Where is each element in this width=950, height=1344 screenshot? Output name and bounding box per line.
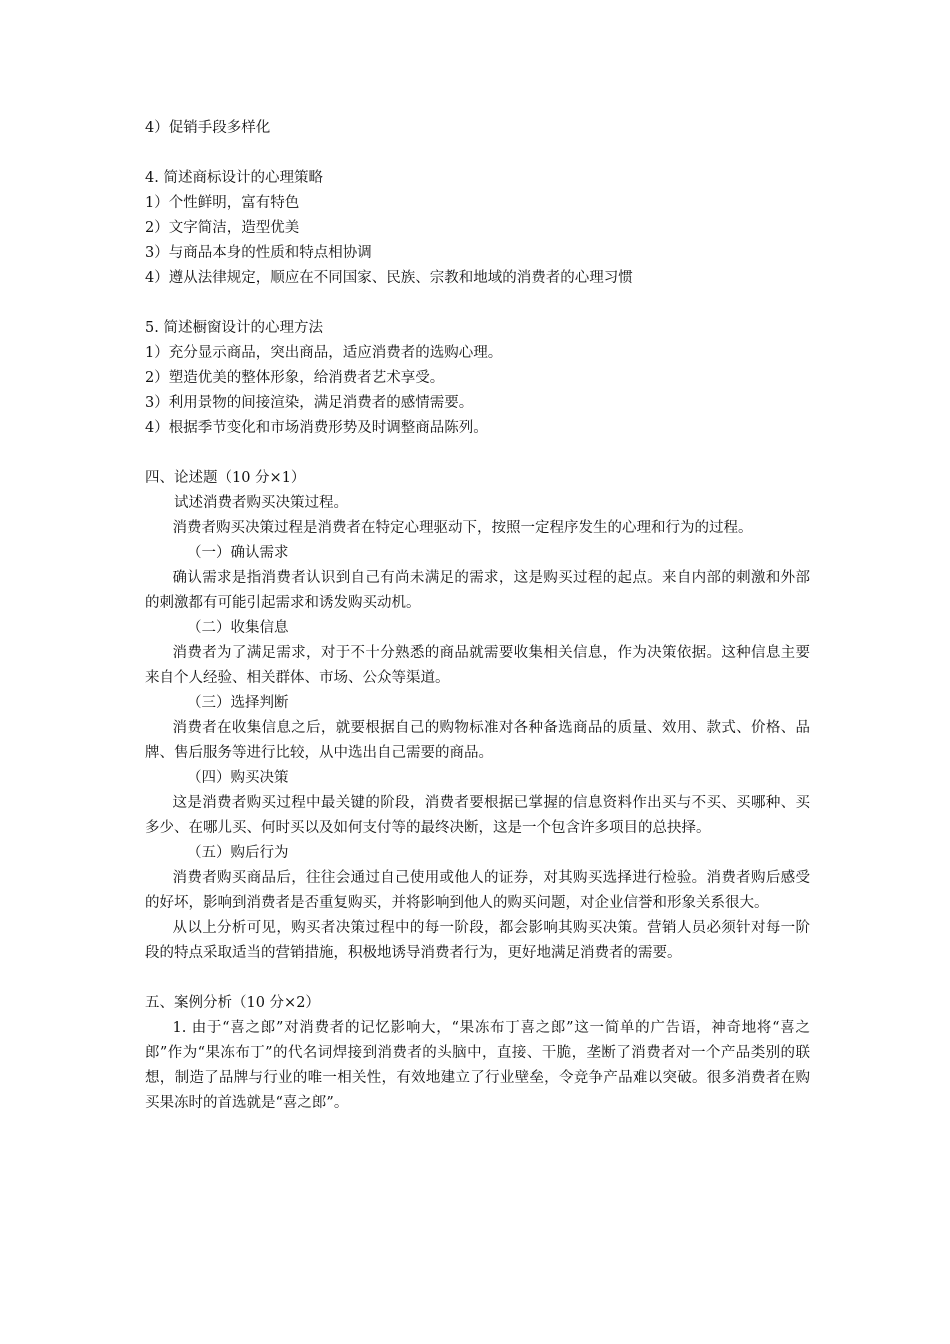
paragraph: 消费者购买决策过程是消费者在特定心理驱动下，按照一定程序发生的心理和行为的过程。 <box>172 520 753 536</box>
paragraph: 1. 由于“喜之郎”对消费者的记忆影响大，“果冻布丁喜之郎”这一简单的广告语，神奇地将“喜之郎”作为“果冻布丁”的代名词焊接到消费者的头脑中，直接、干脆，垄断了消费者对一个产品类别的联想，制造了品牌与行业的唯一相关性，有效地建立了行业壁垒，令竞争产品难以突破。很多消费者在购买果冻时的首选就是“喜之郎”。 <box>145 1020 810 1111</box>
list-item: 4）遵从法律规定，顺应在不同国家、民族、宗教和地域的消费者的心理习惯 <box>145 270 633 286</box>
question-title: 4. 简述商标设计的心理策略 <box>145 170 323 186</box>
paragraph: 确认需求是指消费者认识到自己有尚未满足的需求，这是购买过程的起点。来自内部的刺激和外部的刺激都有可能引起需求和诱发购买动机。 <box>145 570 810 611</box>
list-item: 4）促销手段多样化 <box>145 120 271 136</box>
list-item: 4）根据季节变化和市场消费形势及时调整商品陈列。 <box>145 420 488 436</box>
list-item: 3）与商品本身的性质和特点相协调 <box>145 245 372 261</box>
list-item: 2）文字简洁，造型优美 <box>145 220 300 236</box>
section-heading: 五、案例分析（10 分×2） <box>145 995 320 1011</box>
paragraph: 消费者为了满足需求，对于不十分熟悉的商品就需要收集相关信息，作为决策依据。这种信息主要来自个人经验、相关群体、市场、公众等渠道。 <box>145 645 810 686</box>
paragraph: 消费者购买商品后，往往会通过自己使用或他人的证券，对其购买选择进行检验。消费者购后感受的好坏，影响到消费者是否重复购买，并将影响到他人的购买问题，对企业信誉和形象关系很大。 <box>145 870 810 911</box>
step-title: （二）收集信息 <box>187 620 289 636</box>
step-title: （一）确认需求 <box>187 545 289 561</box>
blank-line <box>145 441 810 466</box>
question-title: 5. 简述橱窗设计的心理方法 <box>145 320 323 336</box>
list-item: 1）充分显示商品，突出商品，适应消费者的选购心理。 <box>145 345 503 361</box>
list-item: 3）利用景物的间接渲染，满足消费者的感情需要。 <box>145 395 474 411</box>
paragraph: 从以上分析可见，购买者决策过程中的每一阶段，都会影响其购买决策。营销人员必须针对每一阶段的特点采取适当的营销措施，积极地诱导消费者行为，更好地满足消费者的需要。 <box>145 920 810 961</box>
blank-line <box>145 291 810 316</box>
blank-line <box>145 141 810 166</box>
document-page <box>145 116 810 1116</box>
step-title: （五）购后行为 <box>187 845 289 861</box>
step-title: （三）选择判断 <box>187 695 289 711</box>
list-item: 2）塑造优美的整体形象，给消费者艺术享受。 <box>145 370 445 386</box>
step-title: （四）购买决策 <box>187 770 289 786</box>
blank-line <box>145 966 810 991</box>
section-heading: 四、论述题（10 分×1） <box>145 470 306 486</box>
essay-question: 试述消费者购买决策过程。 <box>174 495 348 511</box>
paragraph: 消费者在收集信息之后，就要根据自己的购物标准对各种备选商品的质量、效用、款式、价格、品牌、售后服务等进行比较，从中选出自己需要的商品。 <box>145 720 810 761</box>
list-item: 1）个性鲜明，富有特色 <box>145 195 300 211</box>
paragraph: 这是消费者购买过程中最关键的阶段，消费者要根据已掌握的信息资料作出买与不买、买哪种、买多少、在哪儿买、何时买以及如何支付等的最终决断，这是一个包含许多项目的总抉择。 <box>145 795 810 836</box>
